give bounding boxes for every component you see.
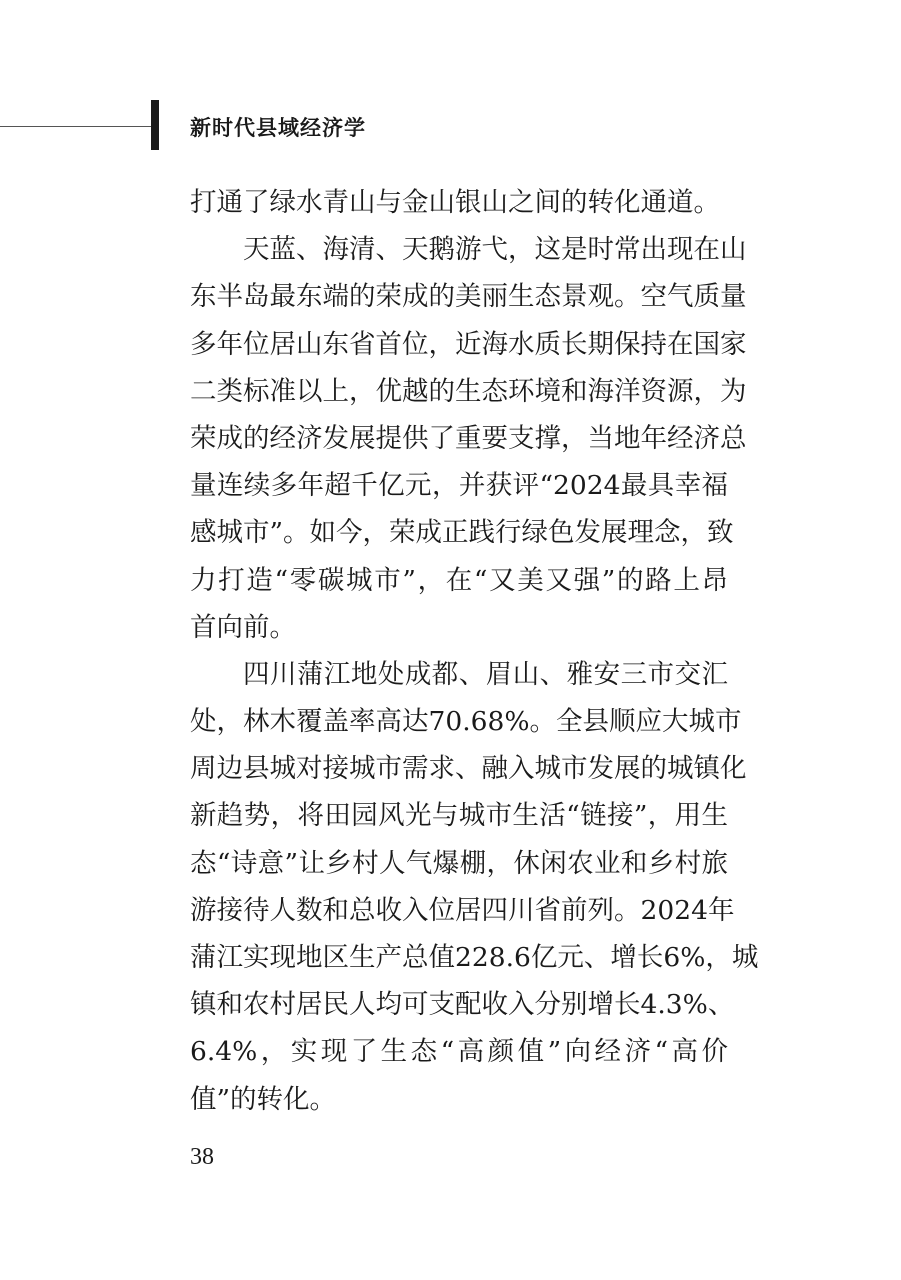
text-line: 新趋势，将田园风光与城市生活“链接”，用生 bbox=[190, 800, 728, 832]
header-bar bbox=[151, 100, 159, 150]
text-line: 蒲江实现地区生产总值228.6亿元、增长6%，城 bbox=[190, 942, 759, 973]
running-head-title: 新时代县域经济学 bbox=[190, 116, 366, 140]
text-line: 镇和农村居民人均可支配收入分别增长4.3%、 bbox=[190, 989, 735, 1021]
text-line: 天蓝、海清、天鹅游弋，这是时常出现在山 bbox=[243, 234, 747, 266]
text-line: 量连续多年超千亿元，并获评“2024最具幸福 bbox=[190, 470, 728, 502]
text-line: 二类标准以上，优越的生态环境和海洋资源，为 bbox=[190, 375, 747, 407]
text-line: 态“诗意”让乡村人气爆棚，休闲农业和乡村旅 bbox=[190, 847, 728, 879]
text-line: 感城市”。如今，荣成正践行绿色发展理念，致 bbox=[190, 517, 734, 549]
text-line: 周边县城对接城市需求、融入城市发展的城镇化 bbox=[190, 753, 747, 785]
text-line: 东半岛最东端的荣成的美丽生态景观。空气质量 bbox=[190, 281, 747, 313]
body-text bbox=[190, 179, 759, 1123]
text-line: 处，林木覆盖率高达70.68%。全县顺应大城市 bbox=[190, 706, 742, 738]
text-line: 值”的转化。 bbox=[190, 1083, 337, 1115]
text-line: 四川蒲江地处成都、眉山、雅安三市交汇 bbox=[243, 658, 728, 690]
text-line: 多年位居山东省首位，近海水质长期保持在国家 bbox=[190, 328, 747, 360]
text-line: 力打造“零碳城市”，在“又美又强”的路上昂 bbox=[190, 564, 728, 596]
page-number: 38 bbox=[190, 1144, 214, 1170]
text-line: 首向前。 bbox=[190, 611, 296, 643]
text-line: 游接待人数和总收入位居四川省前列。2024年 bbox=[190, 894, 735, 926]
text-line: 打通了绿水青山与金山银山之间的转化通道。 bbox=[190, 187, 720, 218]
header-rule bbox=[0, 126, 152, 127]
text-line: 6.4%，实现了生态“高颜值”向经济“高价 bbox=[190, 1036, 728, 1068]
text-line: 荣成的经济发展提供了重要支撑，当地年经济总 bbox=[190, 422, 747, 454]
